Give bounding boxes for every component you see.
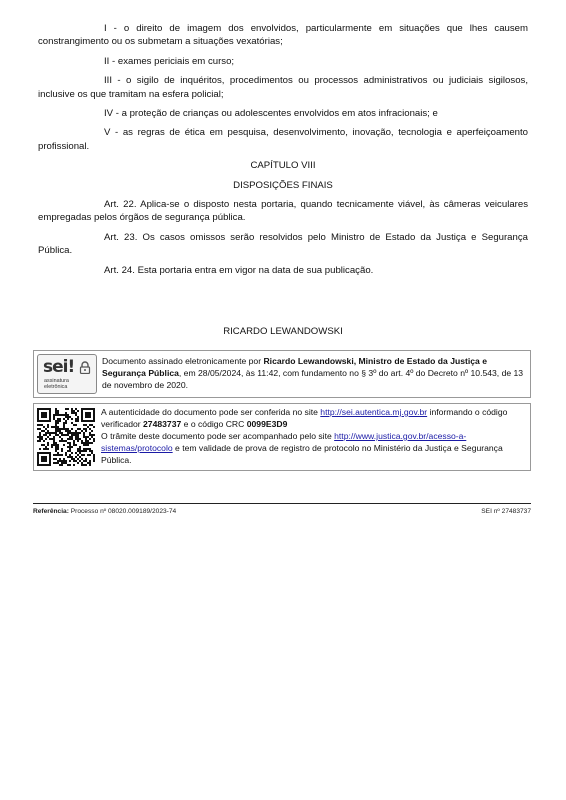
- paragraph-item-iii: III - o sigilo de inquéritos, procedimentos ou processos administrativos ou judiciais sigilosos, inclusive os que tramitam na esfera policial;: [38, 75, 528, 100]
- paragraph-item-ii: II - exames periciais em curso;: [104, 55, 235, 67]
- paragraph-item-v: V - as regras de ética em pesquisa, desenvolvimento, inovação, tecnologia e aperfeiçoamento profissional.: [38, 127, 528, 152]
- seal-caption: [44, 378, 69, 390]
- chapter-title: CAPÍTULO VIII: [250, 160, 316, 172]
- paragraph-item-iv: IV - a proteção de crianças ou adolescentes envolvidos em atos infracionais; e: [104, 108, 438, 120]
- qr-modules: [37, 408, 95, 466]
- footer-sei-number: SEI nº 27483737: [481, 508, 531, 515]
- protocol-link[interactable]: http://www.justica.gov.br/acesso-a-sistemas/protocolo: [101, 431, 467, 453]
- article-22: Art. 22. Aplica-se o disposto nesta portaria, quando tecnicamente viável, às câmeras veiculares empregadas pelos órgãos de segurança pública.: [38, 199, 528, 224]
- auth-text-2: informando o código verificador: [101, 407, 508, 429]
- seal-line-2: eletrônica: [44, 384, 68, 390]
- footer-ref-value: Processo nº 08020.009189/2023-74: [68, 508, 177, 515]
- signature-separator: ,: [353, 356, 359, 366]
- signature-text: [102, 355, 526, 391]
- signature-suffix: , em 28/05/2024, às 11:42, com fundamento no § 3º do art. 4º do Decreto nº 10.543, de 13 de novembro de 2020.: [102, 368, 524, 390]
- article-23: Art. 23. Os casos omissos serão resolvidos pelo Ministro de Estado da Justiça e Segurança Pública.: [38, 231, 528, 257]
- article-24: Art. 24. Esta portaria entra em vigor na data de sua publicação.: [104, 264, 374, 276]
- verifier-code: 27483737: [143, 419, 182, 429]
- footer-ref-label: Referência:: [33, 508, 69, 515]
- auth-text-5: e tem validade de prova de registro de protocolo no Ministério da Justiça e Segurança Pública.: [101, 443, 503, 465]
- signature-box: [33, 350, 531, 398]
- signature-signer-name: Ricardo Lewandowski: [263, 356, 354, 366]
- footer-reference: [33, 508, 176, 515]
- signature-signer-role: Ministro de Estado da Justiça e Segurança Pública: [102, 356, 487, 378]
- signature-prefix: Documento assinado eletronicamente por: [102, 356, 264, 366]
- auth-text-3: e o código CRC: [181, 419, 247, 429]
- authenticity-box: [33, 403, 531, 471]
- authenticity-link[interactable]: http://sei.autentica.mj.gov.br: [320, 407, 428, 417]
- qr-code-icon: [37, 408, 95, 466]
- chapter-subtitle: DISPOSIÇÕES FINAIS: [233, 179, 333, 191]
- footer-divider: [33, 503, 531, 504]
- auth-text-4: O trâmite deste documento pode ser acompanhado pelo site: [101, 431, 335, 441]
- paragraph-item-i: I - o direito de imagem dos envolvidos, particularmente em situações que lhes causem constrangimento ou os submetam a situações vexatórias;: [38, 23, 528, 48]
- authenticity-text: [101, 406, 527, 466]
- signer-name: RICARDO LEWANDOWSKI: [223, 326, 343, 337]
- auth-text-1: A autenticidade do documento pode ser conferida no site: [101, 407, 321, 417]
- crc-code: 0099E3D9: [246, 419, 288, 429]
- seal-line-1: assinatura: [44, 378, 69, 384]
- sei-logo: sei!: [43, 357, 75, 377]
- padlock-icon: [79, 361, 91, 374]
- document-body: [38, 22, 528, 283]
- sei-signature-seal: [37, 354, 97, 394]
